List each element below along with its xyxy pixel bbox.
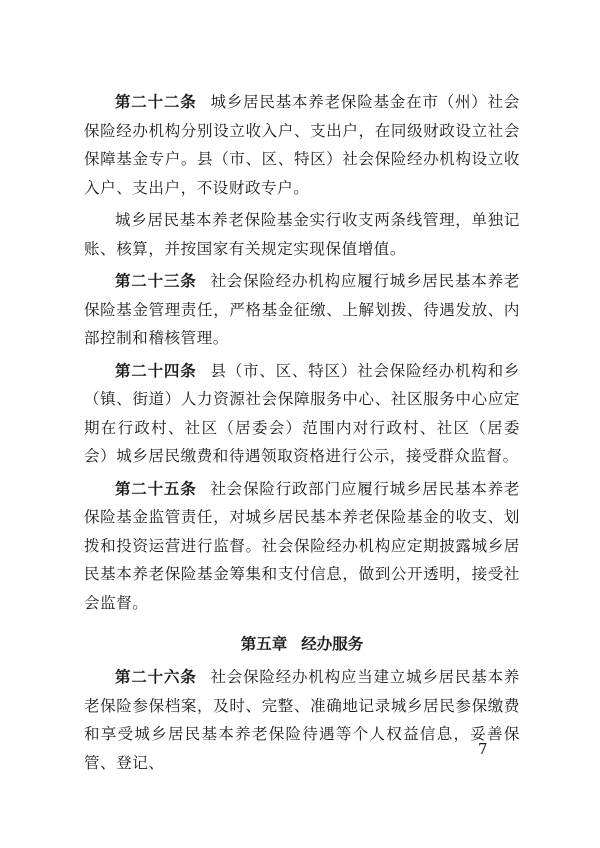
article-22 <box>84 88 520 202</box>
article-24 <box>84 357 520 471</box>
document-body <box>84 88 520 777</box>
chapter-title: 经办服务 <box>301 635 364 653</box>
chapter-heading <box>84 631 520 657</box>
article-label: 第二十六条 <box>115 668 197 686</box>
chapter-number: 第五章 <box>240 635 288 653</box>
article-26 <box>84 663 520 777</box>
article-text: 城乡居民基本养老保险基金实行收支两条线管理，单独记账、核算，并按国家有关规定实现保值增值。 <box>84 211 520 258</box>
article-label: 第二十三条 <box>115 272 197 290</box>
page-number: 7 <box>478 740 488 758</box>
article-23 <box>84 267 520 353</box>
article-text: 城乡居民基本养老保险基金在市（州）社会保险经办机构分别设立收入户、支出户，在同级财政设立社会保障基金专户。县（市、区、特区）社会保险经办机构设立收入户、支出户，不设财政专户。 <box>84 93 520 197</box>
article-22-paragraph-2 <box>84 206 520 263</box>
article-text: 社会保险经办机构应履行城乡居民基本养老保险基金管理责任，严格基金征缴、上解划拨、待遇发放、内部控制和稽核管理。 <box>84 272 520 347</box>
article-25 <box>84 475 520 618</box>
article-text: 社会保险经办机构应当建立城乡居民基本养老保险参保档案，及时、完整、准确地记录城乡居民参保缴费和享受城乡居民基本养老保险待遇等个人权益信息，妥善保管、登记、 <box>84 668 520 772</box>
article-label: 第二十五条 <box>115 479 197 498</box>
article-label: 第二十四条 <box>115 361 197 380</box>
article-label: 第二十二条 <box>115 93 197 111</box>
article-text: 社会保险行政部门应履行城乡居民基本养老保险基金监管责任，对城乡居民基本养老保险基金的收支、划拨和投资运营进行监督。社会保险经办机构应定期披露城乡居民基本养老保险基金筹集和支付信息，做到公开透明，接受社会监督。 <box>84 479 520 612</box>
article-text: 县（市、区、特区）社会保险经办机构和乡（镇、街道）人力资源社会保障服务中心、社区服务中心应定期在行政村、社区（居委会）范围内对行政村、社区（居委会）城乡居民缴费和待遇领取资格进行公示，接受群众监督。 <box>84 361 520 465</box>
